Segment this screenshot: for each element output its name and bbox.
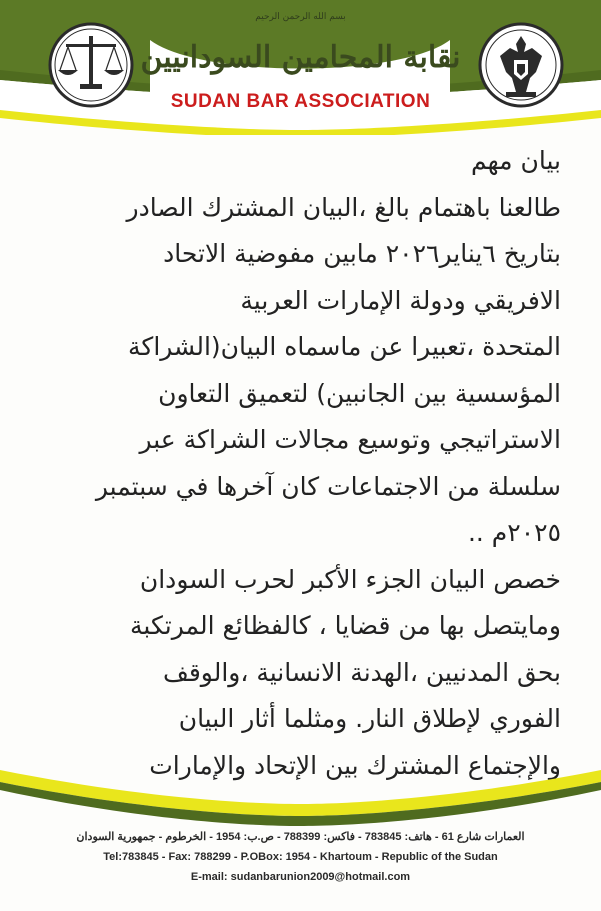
footer-decoration (0, 760, 601, 840)
footer-arabic-contact: العمارات شارع 61 - هاتف: 783845 - فاكس: 788399 - ص.ب: 1954 - الخرطوم - جمهورية السودان (76, 831, 525, 843)
statement-line: طالعنا باهتمام بالغ ،البيان المشترك الصادر (126, 192, 561, 222)
letterhead (0, 0, 601, 135)
footer-english-contact: Tel:783845 - Fax: 788299 - P.OBox: 1954 - Khartoum - Republic of the Sudan (103, 851, 498, 863)
statement-line: والإجتماع المشترك بين الإتحاد والإمارات (149, 750, 561, 780)
statement-line: ومايتصل بها من قضايا ، كالفظائع المرتكبة (130, 611, 561, 640)
statement-line: الاستراتيجي وتوسيع مجالات الشراكة عبر (139, 425, 561, 454)
secretary-bird-emblem (478, 22, 564, 108)
english-organization-name: SUDAN BAR ASSOCIATION (170, 91, 431, 112)
statement-line: المؤسسية بين الجانبين) لتعميق التعاون (158, 378, 561, 408)
footer-contact (0, 830, 601, 883)
statement-line: سلسلة من الاجتماعات كان آخرها في سبتمبر (95, 471, 561, 501)
statement-line: بتاريخ ٦يناير٢٠٢٦ مابين مفوضية الاتحاد (163, 239, 561, 268)
statement-line: الافريقي ودولة الإمارات العربية (240, 285, 561, 315)
statement-line: خصص البيان الجزء الأكبر لحرب السودان (139, 564, 561, 594)
arabic-organization-name: نقابة المحامين السودانيين (140, 40, 461, 75)
footer-email: E-mail: sudanbarunion2009@hotmail.com (190, 871, 411, 883)
statement-body (21, 138, 561, 789)
statement-line: المتحدة ،تعبيرا عن ماسماه البيان(الشراكة (128, 332, 561, 361)
scales-of-justice-emblem (48, 22, 134, 108)
basmala: بسم الله الرحمن الرحيم (255, 12, 346, 22)
statement-line: ٢٠٢٥م .. (467, 518, 561, 547)
statement-line: بحق المدنيين ،الهدنة الانسانية ،والوقف (162, 657, 561, 687)
statement-title: بيان مهم (471, 146, 561, 175)
statement-line: الفوري لإطلاق النار. ومثلما أثار البيان (178, 704, 561, 733)
